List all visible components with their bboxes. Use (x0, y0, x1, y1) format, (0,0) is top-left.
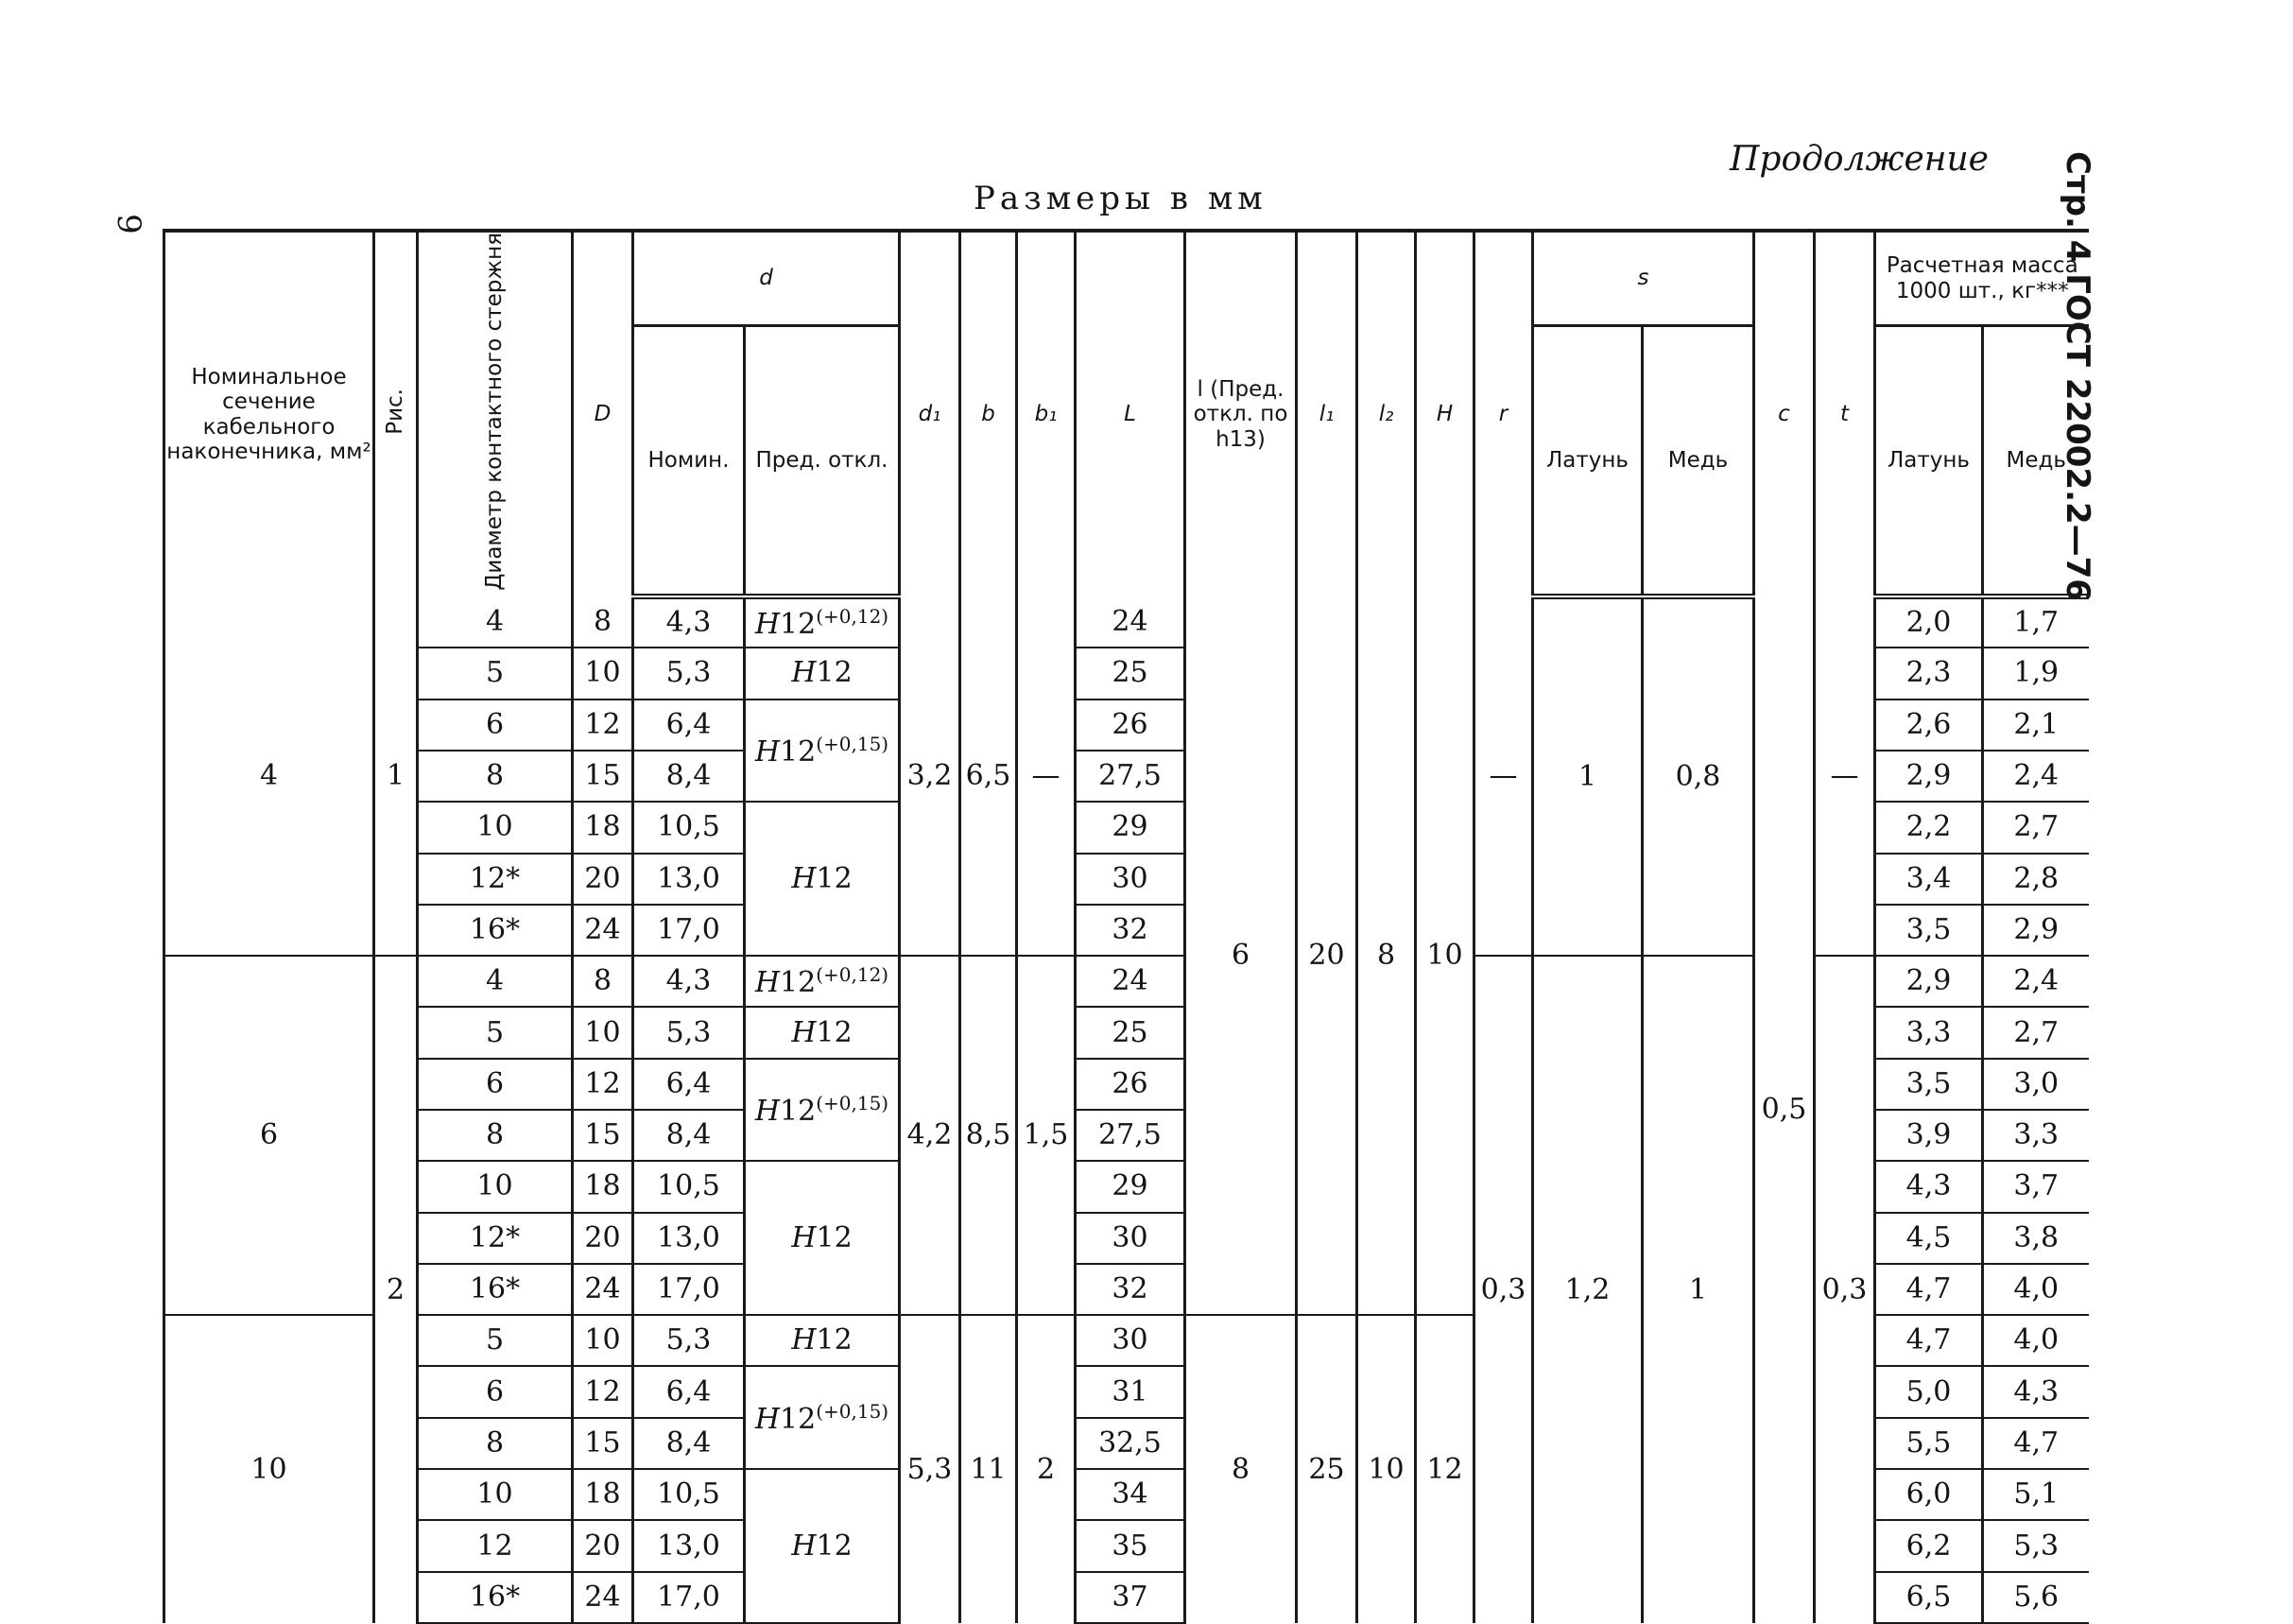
r-cell: 0,3 (1474, 956, 1533, 1623)
L-cell: 29 (1076, 1161, 1185, 1212)
header-s: s (1533, 231, 1754, 326)
L-cell: 24 (1076, 596, 1185, 648)
d-tolerance-cell: $H12^{(+0,15)}$ (745, 1366, 900, 1469)
d-nominal-cell: 5,3 (633, 648, 745, 699)
D-cell: 10 (573, 1007, 633, 1058)
b1-cell: — (1017, 596, 1076, 956)
mass-brass-cell: 5,0 (1875, 1366, 1983, 1417)
d-nominal-cell: 5,3 (633, 1007, 745, 1058)
rod-diameter-cell: 8 (418, 1110, 573, 1161)
L-cell: 32 (1076, 905, 1185, 956)
header-d-nom: Номин. (633, 326, 745, 596)
d-nominal-cell: 17,0 (633, 905, 745, 956)
mass-copper-cell: 1,7 (1983, 596, 2089, 648)
D-cell: 10 (573, 648, 633, 699)
tol-letter: H (791, 1323, 817, 1357)
running-header: Стр. 4 ГОСТ 22002.2—76 (2059, 151, 2096, 601)
header-l1: l₁ (1297, 231, 1357, 596)
mass-brass-cell: 3,3 (1875, 1007, 1983, 1058)
units-caption: Размеры в мм (974, 180, 1267, 217)
mass-copper-cell: 4,3 (1983, 1366, 2089, 1417)
rod-diameter-cell: 8 (418, 751, 573, 802)
header-fig-text: Рис. (383, 388, 408, 435)
rod-diameter-cell: 12 (418, 1520, 573, 1571)
D-cell: 20 (573, 1520, 633, 1571)
L-cell: 24 (1076, 956, 1185, 1007)
mass-copper-cell: 2,4 (1983, 956, 2089, 1007)
section-cell: 6 (164, 956, 374, 1315)
rod-diameter-cell: 5 (418, 1007, 573, 1058)
D-cell: 10 (573, 1315, 633, 1366)
header-H: H (1416, 231, 1474, 596)
t-cell: — (1815, 596, 1875, 956)
mass-brass-cell: 2,0 (1875, 596, 1983, 648)
mass-copper-cell: 3,0 (1983, 1059, 2089, 1110)
D-cell: 20 (573, 1213, 633, 1264)
mass-copper-cell: 2,7 (1983, 802, 2089, 853)
rod-diameter-cell: 5 (418, 648, 573, 699)
D-cell: 15 (573, 751, 633, 802)
d-nominal-cell: 13,0 (633, 1520, 745, 1571)
rod-diameter-cell: 6 (418, 700, 573, 751)
d-nominal-cell: 6,4 (633, 1366, 745, 1417)
rod-diameter-cell: 16* (418, 1572, 573, 1623)
D-cell: 18 (573, 1469, 633, 1520)
rod-diameter-cell: 6 (418, 1366, 573, 1417)
mass-copper-cell: 2,7 (1983, 1007, 2089, 1058)
d-nominal-cell: 6,4 (633, 700, 745, 751)
mass-brass-cell: 2,3 (1875, 648, 1983, 699)
header-mass-brass: Латунь (1875, 326, 1983, 596)
tol-letter: H (754, 608, 781, 642)
L-cell: 27,5 (1076, 751, 1185, 802)
l-cell: 6 (1185, 596, 1297, 1315)
d1-cell: 3,2 (900, 596, 960, 956)
b-cell: 8,5 (960, 956, 1017, 1315)
L-cell: 25 (1076, 648, 1185, 699)
mass-brass-cell: 4,3 (1875, 1161, 1983, 1212)
D-cell: 8 (573, 596, 633, 648)
header-section: Номинальное сечение кабельного наконечника, мм² (164, 231, 374, 596)
header-d-tol: Пред. откл. (745, 326, 900, 596)
mass-copper-cell: 1,9 (1983, 648, 2089, 699)
d-tolerance-cell: $H12^{(+0,12)}$ (745, 596, 900, 648)
D-cell: 18 (573, 802, 633, 853)
header-d: d (633, 231, 900, 326)
mass-brass-cell: 6,0 (1875, 1469, 1983, 1520)
d-nominal-cell: 5,3 (633, 1315, 745, 1366)
rod-diameter-cell: 8 (418, 1418, 573, 1469)
header-b1: b₁ (1017, 231, 1076, 596)
header-r: r (1474, 231, 1533, 596)
d-tolerance-cell: H12 (745, 1007, 900, 1058)
d-nominal-cell: 8,4 (633, 1110, 745, 1161)
L-cell: 26 (1076, 1059, 1185, 1110)
mass-copper-cell: 4,0 (1983, 1315, 2089, 1366)
L-cell: 32,5 (1076, 1418, 1185, 1469)
rod-diameter-cell: 5 (418, 1315, 573, 1366)
dimensions-table (163, 229, 2089, 1624)
d-tolerance-cell: H12 (745, 1161, 900, 1315)
header-c: c (1754, 231, 1815, 596)
header-L: L (1076, 231, 1185, 596)
header-fig (374, 231, 418, 596)
header-b: b (960, 231, 1017, 596)
mass-brass-cell: 3,5 (1875, 1059, 1983, 1110)
rod-diameter-cell: 16* (418, 1264, 573, 1315)
r-cell: — (1474, 596, 1533, 956)
L-cell: 26 (1076, 700, 1185, 751)
continuation-label: Продолжение (1730, 140, 1989, 179)
tol-deviation: (+0,12) (816, 605, 889, 629)
mass-copper-cell: 5,3 (1983, 1520, 2089, 1571)
fig-cell: 2 (374, 956, 418, 1623)
header-rod-text: Диаметр контактного стержня (482, 233, 508, 591)
D-cell: 12 (573, 700, 633, 751)
rod-diameter-cell: 10 (418, 1161, 573, 1212)
rod-diameter-cell: 16* (418, 905, 573, 956)
mass-brass-cell: 6,2 (1875, 1520, 1983, 1571)
mass-copper-cell: 4,7 (1983, 1418, 2089, 1469)
mass-brass-cell: 4,5 (1875, 1213, 1983, 1264)
D-cell: 8 (573, 956, 633, 1007)
section-cell: 4 (164, 596, 374, 956)
d-tolerance-cell: $H12^{(+0,15)}$ (745, 700, 900, 803)
D-cell: 24 (573, 905, 633, 956)
l1-cell: 20 (1297, 596, 1357, 1315)
b-cell: 6,5 (960, 596, 1017, 956)
mass-copper-cell: 3,8 (1983, 1213, 2089, 1264)
mass-brass-cell: 3,9 (1875, 1110, 1983, 1161)
header-mass: Расчетная масса 1000 шт., кг*** (1875, 231, 2089, 326)
d-nominal-cell: 6,4 (633, 1059, 745, 1110)
header-D: D (573, 231, 633, 596)
rod-diameter-cell: 12* (418, 1213, 573, 1264)
L-cell: 30 (1076, 1213, 1185, 1264)
mass-brass-cell: 4,7 (1875, 1315, 1983, 1366)
d-tolerance-cell: $H12^{(+0,12)}$ (745, 956, 900, 1007)
mass-copper-cell: 2,8 (1983, 854, 2089, 905)
header-mass-copper: Медь (1983, 326, 2089, 596)
tol-letter: H (791, 656, 817, 690)
L-cell: 29 (1076, 802, 1185, 853)
tol-deviation: (+0,15) (816, 732, 889, 755)
d-nominal-cell: 17,0 (633, 1264, 745, 1315)
tol-letter: H (754, 734, 781, 769)
table-body (164, 596, 2089, 1623)
D-cell: 24 (573, 1572, 633, 1623)
d-nominal-cell: 8,4 (633, 751, 745, 802)
s-copper-cell: 0,8 (1643, 596, 1754, 956)
mass-brass-cell: 3,5 (1875, 905, 1983, 956)
d-nominal-cell: 8,4 (633, 1418, 745, 1469)
l-cell: 8 (1185, 1315, 1297, 1623)
L-cell: 35 (1076, 1520, 1185, 1571)
d-tolerance-cell: $H12^{(+0,15)}$ (745, 1059, 900, 1162)
mass-copper-cell: 2,1 (1983, 700, 2089, 751)
tol-letter: H (754, 1402, 781, 1436)
d-tolerance-cell: H12 (745, 648, 900, 699)
header-s-copper: Медь (1643, 326, 1754, 596)
L-cell: 30 (1076, 1315, 1185, 1366)
d-tolerance-cell: H12 (745, 802, 900, 956)
b1-cell: 1,5 (1017, 956, 1076, 1315)
d-nominal-cell: 10,5 (633, 802, 745, 853)
d-nominal-cell: 4,3 (633, 596, 745, 648)
s-brass-cell: 1,2 (1533, 956, 1643, 1623)
d-tolerance-cell: H12 (745, 1469, 900, 1623)
mass-copper-cell: 2,4 (1983, 751, 2089, 802)
D-cell: 15 (573, 1110, 633, 1161)
header-t: t (1815, 231, 1875, 596)
mass-copper-cell: 2,9 (1983, 905, 2089, 956)
tol-letter: H (791, 1015, 817, 1049)
header-l: l (Пред. откл. по h13) (1185, 231, 1297, 596)
tol-deviation: (+0,15) (816, 1091, 889, 1114)
mass-brass-cell: 2,2 (1875, 802, 1983, 853)
D-cell: 12 (573, 1366, 633, 1417)
D-cell: 20 (573, 854, 633, 905)
d-nominal-cell: 17,0 (633, 1572, 745, 1623)
rod-diameter-cell: 6 (418, 1059, 573, 1110)
rod-diameter-cell: 10 (418, 802, 573, 853)
table-row (164, 596, 2089, 648)
mass-copper-cell: 4,0 (1983, 1264, 2089, 1315)
mass-brass-cell: 4,7 (1875, 1264, 1983, 1315)
tol-letter: H (754, 1094, 781, 1128)
rod-diameter-cell: 4 (418, 596, 573, 648)
s-brass-cell: 1 (1533, 596, 1643, 956)
t-cell: 0,3 (1815, 956, 1875, 1623)
L-cell: 32 (1076, 1264, 1185, 1315)
b-cell: 11 (960, 1315, 1017, 1623)
mass-copper-cell: 3,3 (1983, 1110, 2089, 1161)
l1-cell: 25 (1297, 1315, 1357, 1623)
L-cell: 34 (1076, 1469, 1185, 1520)
page-number: 9 (109, 214, 147, 234)
d-nominal-cell: 4,3 (633, 956, 745, 1007)
b1-cell: 2 (1017, 1315, 1076, 1623)
tol-deviation: (+0,15) (816, 1399, 889, 1423)
d1-cell: 4,2 (900, 956, 960, 1315)
d-nominal-cell: 10,5 (633, 1469, 745, 1520)
fig-cell: 1 (374, 596, 418, 956)
header-l2: l₂ (1357, 231, 1416, 596)
d-tolerance-cell: H12 (745, 1315, 900, 1366)
H-cell: 10 (1416, 596, 1474, 1315)
L-cell: 25 (1076, 1007, 1185, 1058)
d-nominal-cell: 13,0 (633, 1213, 745, 1264)
section-cell: 10 (164, 1315, 374, 1623)
mass-brass-cell: 2,6 (1875, 700, 1983, 751)
mass-brass-cell: 5,5 (1875, 1418, 1983, 1469)
d-nominal-cell: 13,0 (633, 854, 745, 905)
mass-brass-cell: 3,4 (1875, 854, 1983, 905)
L-cell: 30 (1076, 854, 1185, 905)
L-cell: 27,5 (1076, 1110, 1185, 1161)
d1-cell: 5,3 (900, 1315, 960, 1623)
mass-brass-cell: 2,9 (1875, 956, 1983, 1007)
D-cell: 24 (573, 1264, 633, 1315)
H-cell: 12 (1416, 1315, 1474, 1623)
header-rod (418, 231, 573, 596)
mass-copper-cell: 5,6 (1983, 1572, 2089, 1623)
rod-diameter-cell: 12* (418, 854, 573, 905)
D-cell: 12 (573, 1059, 633, 1110)
tol-letter: H (791, 1529, 817, 1563)
tol-letter: H (791, 861, 817, 895)
rod-diameter-cell: 10 (418, 1469, 573, 1520)
L-cell: 31 (1076, 1366, 1185, 1417)
mass-brass-cell: 2,9 (1875, 751, 1983, 802)
header-s-brass: Латунь (1533, 326, 1643, 596)
D-cell: 15 (573, 1418, 633, 1469)
l2-cell: 8 (1357, 596, 1416, 1315)
l2-cell: 10 (1357, 1315, 1416, 1623)
mass-copper-cell: 3,7 (1983, 1161, 2089, 1212)
tol-letter: H (791, 1220, 817, 1254)
d-nominal-cell: 10,5 (633, 1161, 745, 1212)
rod-diameter-cell: 4 (418, 956, 573, 1007)
s-copper-cell: 1 (1643, 956, 1754, 1623)
tol-deviation: (+0,12) (816, 963, 889, 987)
D-cell: 18 (573, 1161, 633, 1212)
mass-copper-cell: 5,1 (1983, 1469, 2089, 1520)
header-d1: d₁ (900, 231, 960, 596)
tol-letter: H (754, 966, 781, 1000)
c-cell: 0,5 (1754, 596, 1815, 1623)
L-cell: 37 (1076, 1572, 1185, 1623)
mass-brass-cell: 6,5 (1875, 1572, 1983, 1623)
